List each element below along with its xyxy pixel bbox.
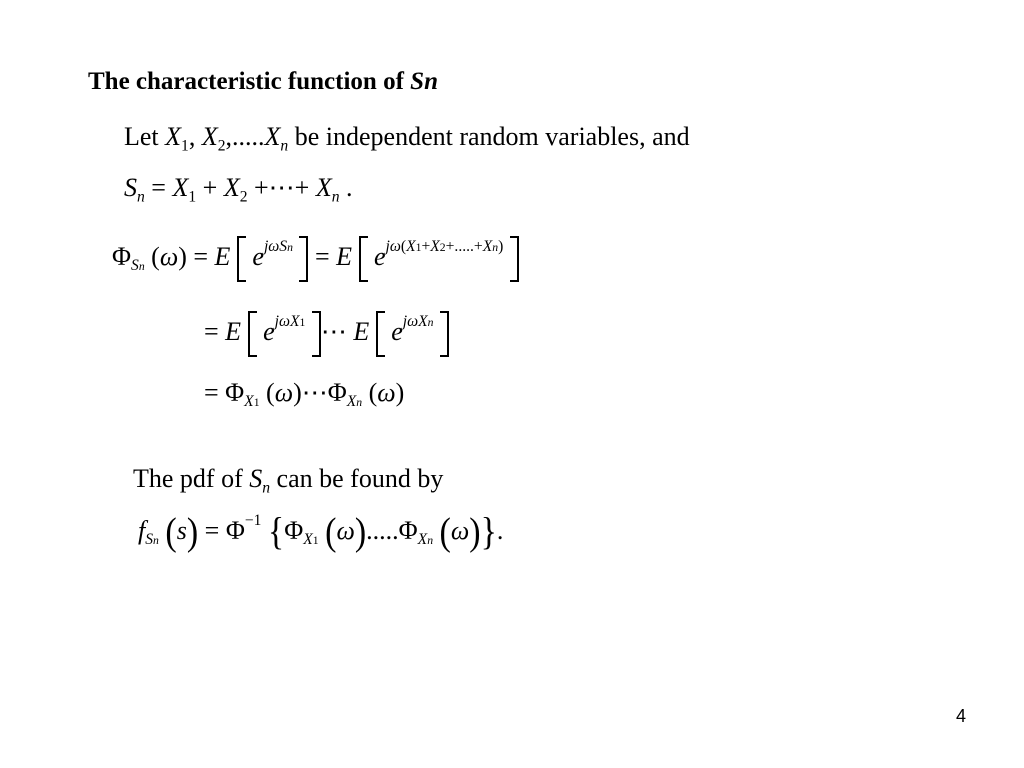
left-bracket-icon [359, 236, 368, 282]
equation-line-2: = E $e^{j\omega X1}$ ⋯ E $e^{j\omega Xn}$ [204, 311, 449, 357]
title-subscript: n [424, 68, 438, 95]
sum-definition: $S_n = X_1 + X_2$ +⋯+ $X_n$ . [124, 173, 353, 206]
title-variable: Sn [410, 68, 438, 95]
intro-rest: be independent random variables, and [294, 122, 690, 151]
right-bracket-icon [510, 236, 519, 282]
slide-title [88, 68, 438, 96]
title-text: The characteristic function of [88, 68, 404, 95]
page-number: 4 [955, 706, 966, 726]
pdf-intro-a: The pdf of [133, 464, 243, 493]
pdf-equation: $f_{Sn}$ $(s) = \Phi^{-1}$ {$\Phi_{X1}$ $(\omega).....\Phi_{Xn}$ (ω)}. [138, 511, 504, 554]
left-bracket-icon [376, 311, 385, 357]
equation-line-1: $\Phi_{Sn}$ (ω) = E $e^{j\omega Sn} = E$ $e^{j\omega(X1+X2+.....+Xn)}$ [112, 236, 519, 282]
intro-let: Let [124, 122, 159, 151]
right-bracket-icon [440, 311, 449, 357]
pdf-intro-b: can be found by [276, 464, 444, 493]
right-bracket-icon [299, 236, 308, 282]
left-bracket-icon [248, 311, 257, 357]
right-bracket-icon [312, 311, 321, 357]
left-bracket-icon [237, 236, 246, 282]
intro-line [124, 122, 690, 155]
random-variable-list: $X_1$, $X_2,.....X_n$ [165, 122, 289, 155]
pdf-intro-line: The pdf of $S_n$ can be found by [133, 464, 444, 497]
equation-line-3: = $\Phi_{X1}$ $(\omega)\cdots\Phi_{Xn}$ (ω) [204, 378, 405, 411]
